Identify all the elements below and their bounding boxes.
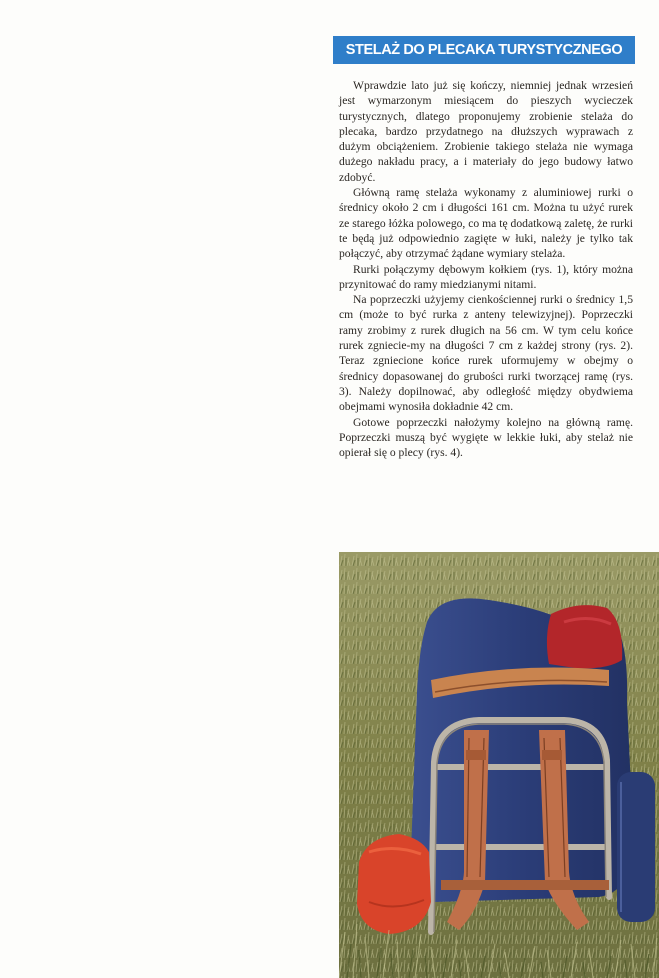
article-paragraph-5: Gotowe poprzeczki nałożymy kolejno na główną ramę. Poprzeczki muszą być wygięte w lekkie łuki, aby stelaż nie opierał się o plecy (rys. 4). <box>339 415 633 460</box>
backpack-frame-photo <box>339 552 659 978</box>
lower-cross-strap <box>441 880 609 890</box>
article-body <box>339 78 633 460</box>
backpack-red-lid <box>547 605 622 668</box>
sleeping-pad-roll <box>617 772 655 922</box>
article-paragraph-4: Na poprzeczki użyjemy cienkościennej rurki o średnicy 1,5 cm (może to być rurka z anteny telewizyjnej). Poprzeczki ramy zrobimy z rurek długich na 56 cm. W tym celu końce rurek zgniecie-my na długości 7 cm z każdej strony (rys. 2). Teraz zgniecione końce rurek uformujemy w obejmy o średnicy dopasowanej do grubości rurki tworzącej ramę (rys. 3). Należy dopilnować, aby odległość między obydwiema obejmami wynosiła dokładnie 42 cm. <box>339 293 633 414</box>
article-paragraph-1: Wprawdzie lato już się kończy, niemniej jednak wrzesień jest wymarzonym miesiącem do pieszych wycieczek turystycznych, dlatego proponujemy zrobienie stelaża do plecaka, bardzo przydatnego na dłuższych wyprawach z dużym obciążeniem. Zrobienie takiego stelaża nie wymaga dużego nakładu pracy, a i materiały do jego budowy łatwo zdobyć. <box>339 79 633 184</box>
article-paragraph-3: Rurki połączymy dębowym kołkiem (rys. 1), który można przynitować do ramy miedzianymi nitami. <box>339 262 633 291</box>
article-paragraph-2: Główną ramę stelaża wykonamy z aluminiowej rurki o średnicy około 2 cm i długości 161 cm. Można tu użyć rurek ze starego łóżka polowego, co ma tę dodatkową zaletę, że rurki te będą już odpowiednio zagięte w łuki, należy je tylko tak połączyć, aby otrzymać żądane wymiary stelaża. <box>339 186 633 261</box>
article-title: STELAŻ DO PLECAKA TURYSTYCZNEGO <box>333 36 635 64</box>
